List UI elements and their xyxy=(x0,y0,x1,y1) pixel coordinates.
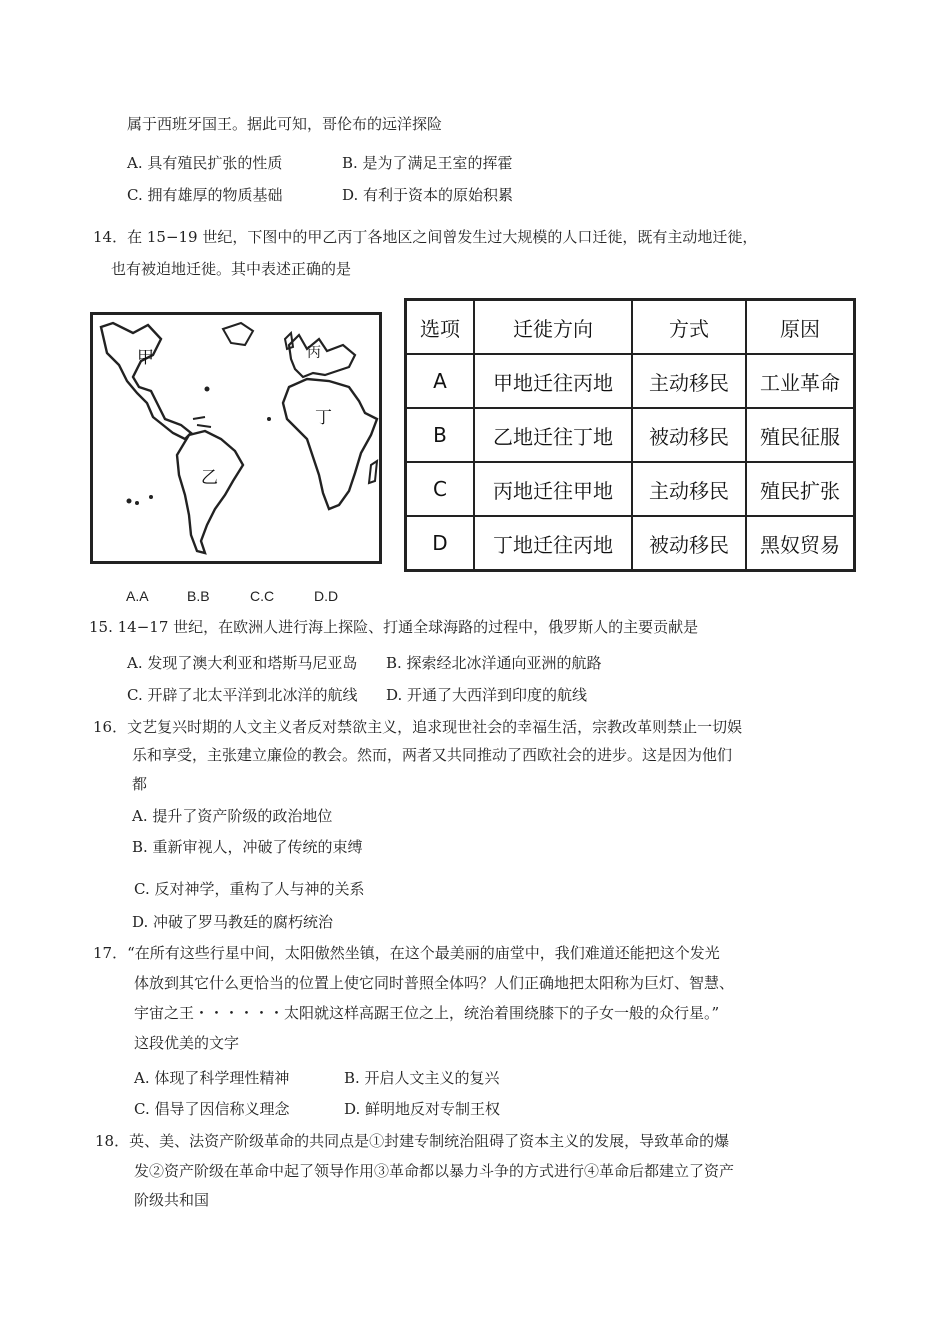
q14-option-a[interactable]: A.A xyxy=(126,588,149,604)
q13-option-b[interactable]: B. 是为了满足王室的挥霍 xyxy=(342,154,513,172)
table-row xyxy=(406,408,855,462)
q16-option-b[interactable]: B. 重新审视人，冲破了传统的束缚 xyxy=(132,838,363,856)
table-cell: 丙地迁往甲地 xyxy=(474,462,632,516)
q15-option-b[interactable]: B. 探索经北冰洋通向亚洲的航路 xyxy=(386,654,602,672)
table-header-cell: 原因 xyxy=(746,300,855,355)
table-cell: 主动移民 xyxy=(632,462,746,516)
table-cell: 殖民扩张 xyxy=(746,462,855,516)
q13-option-c[interactable]: C. 拥有雄厚的物质基础 xyxy=(127,186,283,204)
q13-option-d[interactable]: D. 有利于资本的原始积累 xyxy=(342,186,514,204)
table-cell: 丁地迁往丙地 xyxy=(474,516,632,571)
table-cell: 殖民征服 xyxy=(746,408,855,462)
q18-stem-line2: 发②资产阶级在革命中起了领导作用③革命都以暴力斗争的方式进行④革命后都建立了资产 xyxy=(134,1162,735,1180)
q16-stem-line3: 都 xyxy=(132,775,148,793)
table-cell: C xyxy=(406,462,475,516)
greenland-outline xyxy=(223,323,253,345)
table-row xyxy=(406,354,855,408)
q16-option-d[interactable]: D. 冲破了罗马教廷的腐朽统治 xyxy=(132,913,334,931)
q17-stem-line2: 体放到其它什么更恰当的位置上使它同时普照全体吗？人们正确地把太阳称为巨灯、智慧、 xyxy=(134,974,735,992)
map-label-bing: 丙 xyxy=(307,345,321,361)
table-row xyxy=(406,516,855,571)
q13-stem-tail: 属于西班牙国王。据此可知，哥伦布的远洋探险 xyxy=(127,115,443,133)
americas-africa-map xyxy=(93,315,379,561)
table-cell: 乙地迁往丁地 xyxy=(474,408,632,462)
table-cell: 黑奴贸易 xyxy=(746,516,855,571)
africa-outline xyxy=(283,379,377,509)
table-cell: 被动移民 xyxy=(632,516,746,571)
europe-outline xyxy=(289,335,355,377)
table-cell: 工业革命 xyxy=(746,354,855,408)
table-header-cell: 选项 xyxy=(406,300,475,355)
q18-stem-line3: 阶级共和国 xyxy=(134,1191,210,1209)
q16-option-a[interactable]: A. 提升了资产阶级的政治地位 xyxy=(132,807,333,825)
q17-option-a[interactable]: A. 体现了科学理性精神 xyxy=(134,1069,290,1087)
q18-stem-line1: 18．英、美、法资产阶级革命的共同点是①封建专制统治阻碍了资本主义的发展，导致革命的爆 xyxy=(95,1132,730,1150)
q15-option-d[interactable]: D. 开通了大西洋到印度的航线 xyxy=(386,686,588,704)
caribbean-outline xyxy=(193,417,211,427)
table-cell: 甲地迁往丙地 xyxy=(474,354,632,408)
table-cell: A xyxy=(406,354,475,408)
q14-option-d[interactable]: D.D xyxy=(314,588,339,604)
q13-option-a[interactable]: A. 具有殖民扩张的性质 xyxy=(127,154,283,172)
table-cell: 主动移民 xyxy=(632,354,746,408)
q16-option-c[interactable]: C. 反对神学，重构了人与神的关系 xyxy=(134,880,365,898)
world-map-figure xyxy=(90,312,382,564)
q17-option-b[interactable]: B. 开启人文主义的复兴 xyxy=(344,1069,500,1087)
south-america-outline xyxy=(177,431,243,553)
q17-option-d[interactable]: D. 鲜明地反对专制王权 xyxy=(344,1100,501,1118)
table-header-cell: 方式 xyxy=(632,300,746,355)
table-cell: B xyxy=(406,408,475,462)
migration-options-table xyxy=(404,298,856,572)
q14-stem-line2: 也有被迫地迁徙。其中表述正确的是 xyxy=(111,260,352,278)
table-cell: 被动移民 xyxy=(632,408,746,462)
q14-option-b[interactable]: B.B xyxy=(187,588,210,604)
madagascar-outline xyxy=(369,461,377,483)
table-header-row xyxy=(406,300,855,355)
q14-stem-line1: 14．在 15−19 世纪，下图中的甲乙丙丁各地区之间曾发生过大规模的人口迁徙，既有主动地迁徙， xyxy=(93,228,758,246)
map-label-ding: 丁 xyxy=(315,408,332,428)
q17-stem-line3: 宇宙之王・・・・・・太阳就这样高踞王位之上，统治着围绕膝下的子女一般的众行星。” xyxy=(134,1004,720,1022)
table-header-cell: 迁徙方向 xyxy=(474,300,632,355)
q15-option-a[interactable]: A. 发现了澳大利亚和塔斯马尼亚岛 xyxy=(127,654,358,672)
q15-option-c[interactable]: C. 开辟了北太平洋到北冰洋的航线 xyxy=(127,686,358,704)
q15-stem: 15. 14−17 世纪，在欧洲人进行海上探险、打通全球海路的过程中，俄罗斯人的主要贡献是 xyxy=(89,618,699,636)
table-row xyxy=(406,462,855,516)
q14-option-c[interactable]: C.C xyxy=(250,588,275,604)
q17-stem-line4: 这段优美的文字 xyxy=(134,1034,240,1052)
map-label-yi: 乙 xyxy=(201,468,218,488)
north-america-outline xyxy=(101,323,191,439)
table-cell: D xyxy=(406,516,475,571)
q17-stem-line1: 17．“在所有这些行星中间，太阳傲然坐镇，在这个最美丽的庙堂中，我们难道还能把这个发光 xyxy=(93,944,720,962)
q16-stem-line1: 16．文艺复兴时期的人文主义者反对禁欲主义，追求现世社会的幸福生活，宗教改革则禁止一切娱 xyxy=(93,718,743,736)
q16-stem-line2: 乐和享受，主张建立廉俭的教会。然而，两者又共同推动了西欧社会的进步。这是因为他们 xyxy=(132,746,733,764)
map-label-jia: 甲 xyxy=(137,348,154,368)
q17-option-c[interactable]: C. 倡导了因信称义理念 xyxy=(134,1100,290,1118)
